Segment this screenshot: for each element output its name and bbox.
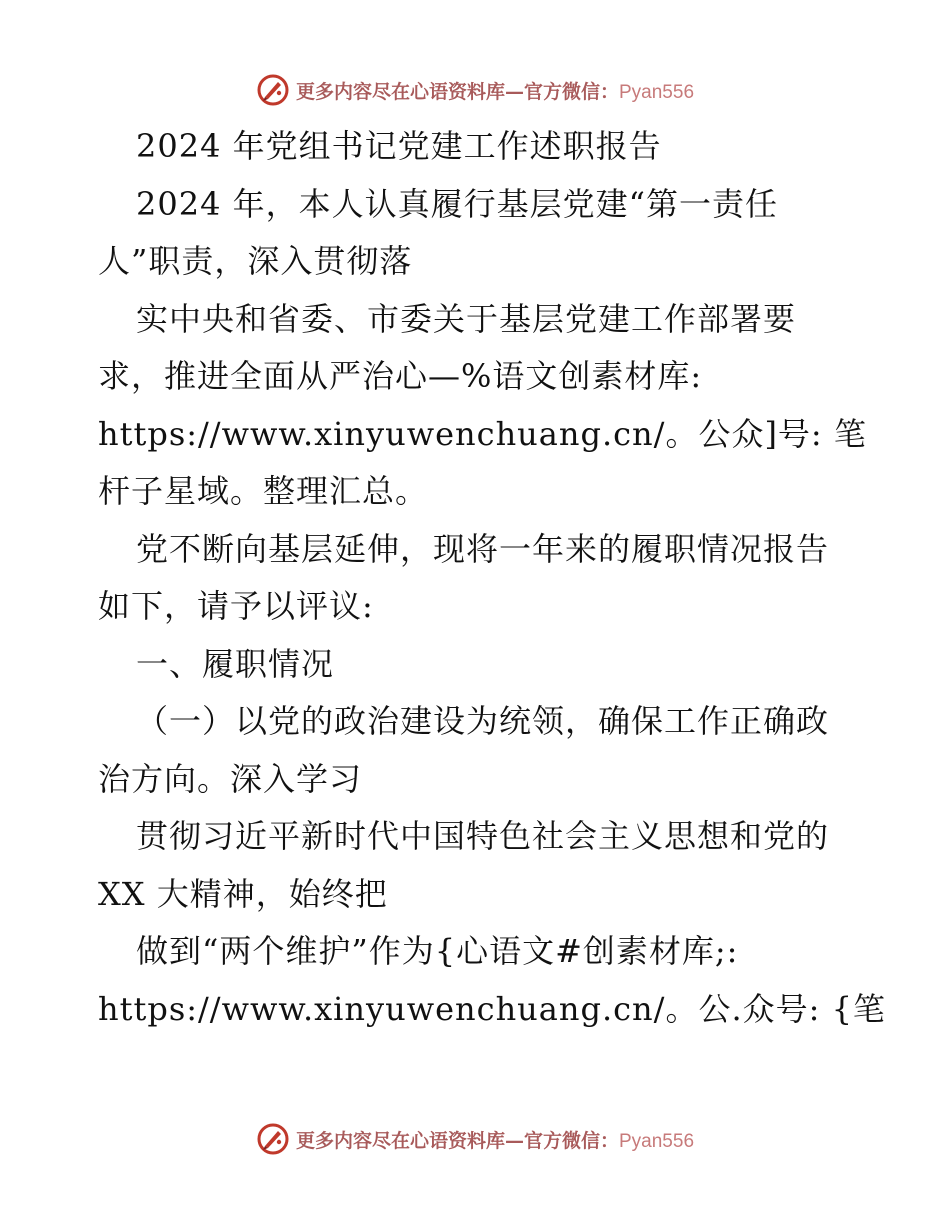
pen-logo-icon <box>256 1122 290 1156</box>
doc-line: 治方向。深入学习 <box>98 759 363 798</box>
doc-line: 实中央和省委、市委关于基层党建工作部署要 <box>136 299 797 338</box>
doc-line: 杆子星域。整理汇总。 <box>98 472 429 510</box>
header-banner-wechat-id: Pyan556 <box>619 81 695 103</box>
footer-banner-text <box>296 1126 694 1153</box>
footer-banner-official: 官方微信： <box>523 1129 619 1152</box>
doc-line: XX 大精神，始终把 <box>98 874 388 913</box>
doc-line: https://www.xinyuwenchuang.cn/。公.众号: {笔 <box>98 989 886 1028</box>
doc-line: 党不断向基层延伸，现将一年来的履职情况报告 <box>136 529 830 568</box>
footer-banner-separator: — <box>504 1129 524 1152</box>
doc-line: 做到“两个维护”作为{心语文#创素材库;: <box>136 932 739 970</box>
section-heading: 一、履职情况 <box>136 644 335 683</box>
doc-line: 人”职责，深入贯彻落 <box>98 242 413 280</box>
doc-line: https://www.xinyuwenchuang.cn/。公众]号: 笔 <box>98 414 867 453</box>
document-body <box>98 118 886 1038</box>
subsection-heading: （一）以党的政治建设为统领，确保工作正确政 <box>136 702 830 740</box>
header-banner-text <box>296 77 694 104</box>
doc-line: 如下，请予以评议: <box>98 587 374 625</box>
doc-line: 求，推进全面从严治心—%语文创素材库: <box>98 357 703 395</box>
doc-line: 2024 年，本人认真履行基层党建“第一责任 <box>136 184 778 223</box>
footer-banner <box>0 1119 950 1159</box>
footer-banner-wechat-id: Pyan556 <box>619 1130 695 1152</box>
doc-title: 2024 年党组书记党建工作述职报告 <box>136 127 662 165</box>
header-banner-title: 更多内容尽在心语资料库 <box>295 80 505 103</box>
pen-logo-icon <box>256 73 290 107</box>
header-banner <box>0 70 950 110</box>
header-banner-separator: — <box>504 80 524 103</box>
footer-banner-title: 更多内容尽在心语资料库 <box>295 1129 505 1152</box>
doc-line: 贯彻习近平新时代中国特色社会主义思想和党的 <box>136 817 830 855</box>
header-banner-official: 官方微信： <box>523 80 619 103</box>
